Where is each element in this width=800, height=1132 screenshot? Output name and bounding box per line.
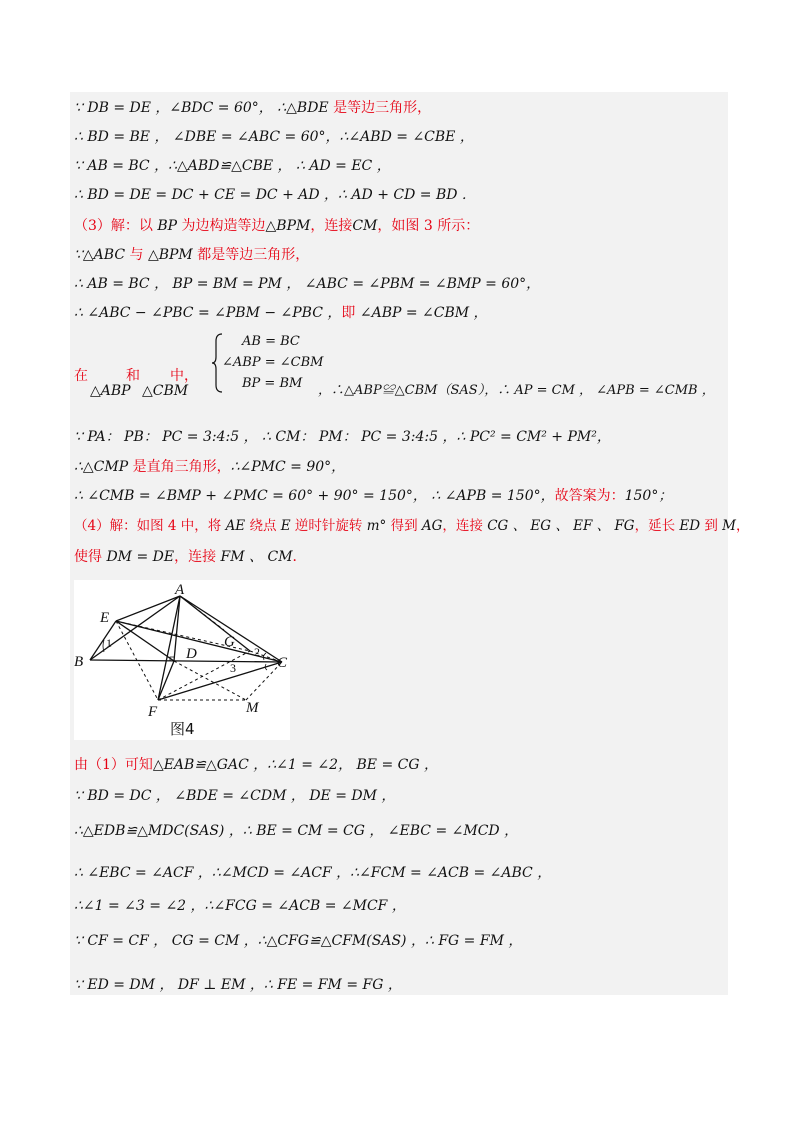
solution-line-17 xyxy=(74,822,518,840)
math-text: ∵ BD = DC ， ∠BDE = ∠CDM ， DE = DM ， xyxy=(74,788,396,804)
solution-line-12 xyxy=(74,487,672,505)
math-text: ∴△CMP xyxy=(74,459,133,475)
red-text: 故答案为： xyxy=(554,488,625,504)
angle-label-2: 2 xyxy=(254,645,260,659)
figure-4 xyxy=(74,580,290,740)
label-zai: 在 xyxy=(74,368,88,384)
triangle-cbm: △CBM xyxy=(142,383,189,399)
math-text: E xyxy=(280,518,291,534)
point-label-g: G xyxy=(224,634,235,650)
math-text: ∴ ∠ABC − ∠PBC = ∠PBM − ∠PBC ， xyxy=(74,305,342,321)
solution-line-14 xyxy=(74,548,307,566)
math-text: ∵△ABC xyxy=(74,247,126,263)
solution-line-1 xyxy=(74,99,431,117)
point-label-m: M xyxy=(246,700,259,716)
red-text: 绕点 xyxy=(245,518,281,534)
red-text: （4）解：如图 4 中，将 xyxy=(74,518,226,534)
solution-line-4 xyxy=(74,186,476,204)
solution-line-8 xyxy=(74,304,488,322)
math-text: CM xyxy=(352,218,378,234)
red-text: 得到 xyxy=(386,518,422,534)
point-label-a: A xyxy=(175,582,185,598)
figure-caption: 图4 xyxy=(170,720,195,738)
solution-line-15 xyxy=(74,756,438,774)
red-text: （3）解：以 xyxy=(74,218,158,234)
solution-line-20 xyxy=(74,932,522,950)
label-zhong: 中， xyxy=(170,368,198,384)
red-text: 由（1）可知 xyxy=(74,757,153,773)
math-text: ED xyxy=(679,518,701,534)
math-text: △BPM xyxy=(147,247,193,263)
red-text: ， xyxy=(736,518,750,534)
system-eq-2: ∠ABP = ∠CBM xyxy=(222,355,324,370)
math-text: ∴ AB = BC ， BP = BM = PM ， ∠ABC = ∠PBM = ∠BMP = 60°， xyxy=(74,276,541,292)
angle-label-3: 3 xyxy=(230,661,236,675)
math-text: ∴△EDB≌△MDC(SAS) ，∴ BE = CM = CG ， ∠EBC = ∠MCD ， xyxy=(74,823,519,839)
red-text: 逆时针旋转 xyxy=(290,518,367,534)
math-text: BP xyxy=(157,218,178,234)
angle-label-1: 1 xyxy=(106,636,112,650)
solution-line-21 xyxy=(74,976,402,994)
angle-arc-1 xyxy=(103,640,104,652)
red-text: 都是等边三角形， xyxy=(192,247,310,263)
math-text: ∴ ∠EBC = ∠ACF ，∴∠MCD = ∠ACF ，∴∠FCM = ∠ACB = ∠ABC ， xyxy=(74,865,552,881)
math-text: ∵ DB = DE ，∠BDC = 60°， ∴△BDE xyxy=(74,100,334,116)
math-text: △BPM xyxy=(265,218,311,234)
math-text: 150°； xyxy=(624,488,673,504)
solution-line-16 xyxy=(74,787,395,805)
geometry-diagram xyxy=(74,580,290,740)
system-eq-3: BP = BM xyxy=(242,376,303,391)
point-label-d: D xyxy=(186,646,197,662)
math-text: ∴ ∠CMB = ∠BMP + ∠PMC = 60° + 90° = 150°， ∴ ∠APB = 150°， xyxy=(74,488,555,504)
math-text: ∠ABP = ∠CBM ， xyxy=(355,305,488,321)
solution-line-10 xyxy=(74,428,611,446)
red-text: ，延长 xyxy=(634,518,680,534)
math-text: △EAB≌△GAC ，∴∠1 = ∠2， BE = CG ， xyxy=(152,757,439,773)
math-text: ∵ AB = BC ，∴△ABD≌△CBE ， ∴ AD = EC ， xyxy=(74,158,391,174)
math-text: ∴∠1 = ∠3 = ∠2 ，∴∠FCG = ∠ACB = ∠MCF ， xyxy=(74,898,406,914)
angle-arc-2 xyxy=(263,653,266,660)
congruence-result: ，∴△ABP≌△CBM（SAS），∴ AP = CM ， ∠APB = ∠CMB ， xyxy=(318,383,715,398)
point-label-f: F xyxy=(148,704,158,720)
red-text: 是直角三角形， xyxy=(132,459,231,475)
red-text: ，如图 3 所示： xyxy=(377,218,480,234)
system-eq-1: AB = BC xyxy=(242,334,300,349)
point-label-e: E xyxy=(100,610,110,626)
red-text: 即 xyxy=(341,305,356,321)
math-text: DM = DE xyxy=(106,549,175,565)
math-text: AE xyxy=(225,518,246,534)
red-text: ，连接 xyxy=(174,549,221,565)
math-text: ∵ ED = DM ， DF ⊥ EM ，∴ FE = FM = FG ， xyxy=(74,977,402,993)
math-text: m° xyxy=(366,518,387,534)
red-text: 是等边三角形， xyxy=(333,100,432,116)
label-he: 和 xyxy=(126,368,140,384)
solution-line-13 xyxy=(74,517,750,535)
point-label-c: C xyxy=(277,655,288,671)
red-text: 为边构造等边 xyxy=(177,218,266,234)
red-text: 到 xyxy=(700,518,723,534)
solution-line-18 xyxy=(74,864,551,882)
math-text: AG xyxy=(421,518,443,534)
red-text: ，连接 xyxy=(310,218,353,234)
solution-line-11 xyxy=(74,458,345,476)
red-text: 使得 xyxy=(74,549,107,565)
solution-line-2 xyxy=(74,128,474,146)
math-text: FM 、 CM xyxy=(220,549,293,565)
math-text: CG 、 EG 、 EF 、 FG xyxy=(487,518,635,534)
red-text: ． xyxy=(292,549,307,565)
math-text: ∴∠PMC = 90°， xyxy=(230,459,346,475)
math-text: ∵ CF = CF ， CG = CM ，∴△CFG≌△CFM(SAS) ，∴ FG = FM ， xyxy=(74,933,523,949)
math-text: M xyxy=(722,518,736,534)
solution-line-5 xyxy=(74,217,479,235)
math-text: ∵ PA： PB： PC = 3:4:5 ， ∴ CM： PM： PC = 3:4:5 ，∴ PC² = CM² + PM²， xyxy=(74,429,611,445)
point-label-b: B xyxy=(74,654,84,670)
solution-line-19 xyxy=(74,897,406,915)
triangle-abp: △ABP xyxy=(90,383,131,399)
solution-line-3 xyxy=(74,157,391,175)
solution-line-7 xyxy=(74,275,540,293)
math-text: ∴ BD = BE ， ∠DBE = ∠ABC = 60°，∴∠ABD = ∠CBE ， xyxy=(74,129,474,145)
math-text: ∴ BD = DE = DC + CE = DC + AD ，∴ AD + CD = BD ． xyxy=(74,187,476,203)
red-text: 与 xyxy=(125,247,148,263)
solution-line-6 xyxy=(74,246,309,264)
red-text: ，连接 xyxy=(442,518,488,534)
